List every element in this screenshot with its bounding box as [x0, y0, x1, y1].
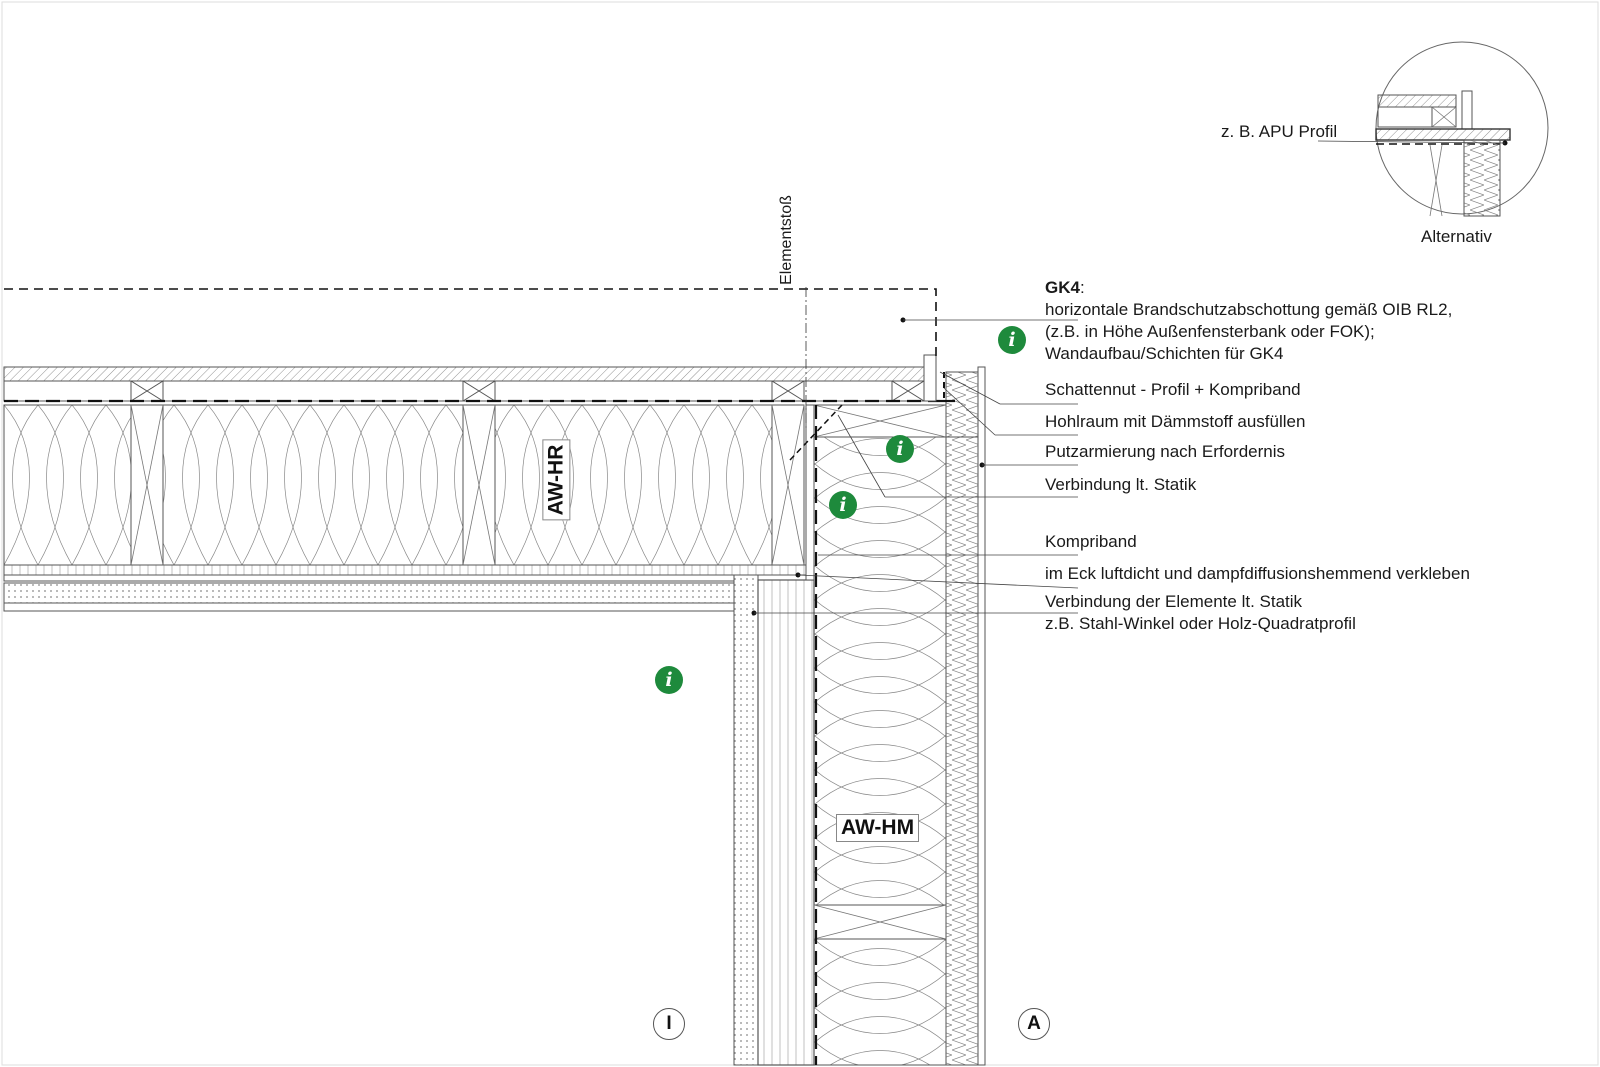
info-icon-corner-top[interactable]: i — [886, 435, 914, 463]
annotation-hohlraum: Hohlraum mit Dämmstoff ausfüllen — [1045, 412, 1306, 431]
annotation-verbindung: Verbindung lt. Statik — [1045, 475, 1197, 494]
side-marker-outside: A — [1018, 1008, 1050, 1040]
element-joint-label: Elementstoß — [777, 195, 795, 285]
wall-tag-aw-hm: AW-HM — [836, 814, 919, 842]
gk4-title: GK4 — [1045, 278, 1080, 297]
annotation-verbindung-elemente — [1045, 591, 1356, 635]
gk4-line1: horizontale Brandschutzabschottung gemäß OIB RL2, — [1045, 300, 1453, 319]
wall-tag-aw-hr: AW-HR — [542, 440, 570, 521]
annotation-schattennut: Schattennut - Profil + Kompriband — [1045, 380, 1301, 399]
gk4-boundary — [4, 289, 936, 362]
info-icon-gk4[interactable]: i — [998, 326, 1026, 354]
gk4-line2: (z.B. in Höhe Außenfensterbank oder FOK); — [1045, 322, 1375, 341]
info-icon-corner-insulation[interactable]: i — [829, 491, 857, 519]
alternative-detail — [1318, 42, 1548, 216]
annotation-verbindung-elemente-line1: Verbindung der Elemente lt. Statik — [1045, 592, 1303, 611]
gk4-line3: Wandaufbau/Schichten für GK4 — [1045, 344, 1284, 363]
gk4-colon: : — [1079, 278, 1085, 297]
alternativ-caption: Alternativ — [1421, 227, 1492, 246]
side-marker-inside: I — [653, 1008, 685, 1040]
annotation-putzarmierung: Putzarmierung nach Erfordernis — [1045, 442, 1286, 461]
annotation-eck: im Eck luftdicht und dampfdiffusionshemmend verkleben — [1045, 564, 1470, 583]
apu-profil-label: z. B. APU Profil — [1221, 122, 1338, 141]
gk4-annotation — [1045, 277, 1452, 365]
annotation-verbindung-elemente-line2: z.B. Stahl-Winkel oder Holz-Quadratprofil — [1045, 614, 1356, 633]
annotation-kompriband: Kompriband — [1045, 532, 1137, 551]
info-icon-interior[interactable]: i — [655, 666, 683, 694]
